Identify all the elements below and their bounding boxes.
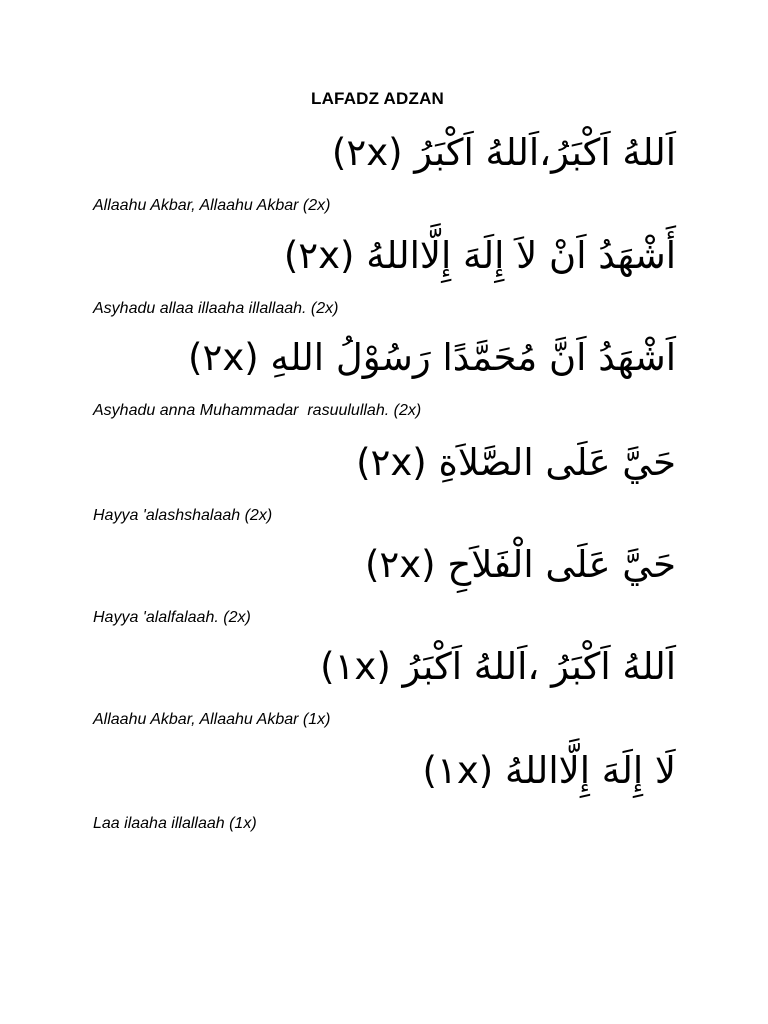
- arabic-line-6: اَللهُ اَكْبَرُ ،اَللهُ اَكْبَرُ (١x): [320, 645, 676, 688]
- arabic-line-1: اَللهُ اَكْبَرُ،اَللهُ اَكْبَرُ (٢x): [331, 131, 676, 174]
- transliteration-line-4: Hayya 'alashshalaah (2x): [93, 507, 273, 524]
- transliteration-line-3: Asyhadu anna Muhammadar rasuulullah. (2x): [93, 402, 422, 419]
- transliteration-line-1: Allaahu Akbar, Allaahu Akbar (2x): [93, 197, 331, 214]
- arabic-line-5: حَيَّ عَلَى الْفَلاَحِ (٢x): [364, 543, 676, 586]
- transliteration-line-2: Asyhadu allaa illaaha illallaah. (2x): [93, 300, 339, 317]
- transliteration-line-6: Allaahu Akbar, Allaahu Akbar (1x): [93, 711, 331, 728]
- arabic-line-4: حَيَّ عَلَى الصَّلاَةِ (٢x): [356, 441, 676, 484]
- arabic-line-7: لَا إِلَهَ إِلَّااللهُ (١x): [422, 749, 676, 792]
- arabic-line-2: أَشْهَدُ اَنْ لاَ إِلَهَ إِلَّااللهُ (٢x): [283, 234, 676, 277]
- page-title: LAFADZ ADZAN: [311, 89, 445, 108]
- transliteration-line-7: Laa ilaaha illallaah (1x): [93, 815, 257, 832]
- transliteration-line-5: Hayya 'alalfalaah. (2x): [93, 609, 251, 626]
- arabic-line-3: اَشْهَدُ اَنَّ مُحَمَّدًا رَسُوْلُ اللهِ (٢x): [188, 336, 676, 379]
